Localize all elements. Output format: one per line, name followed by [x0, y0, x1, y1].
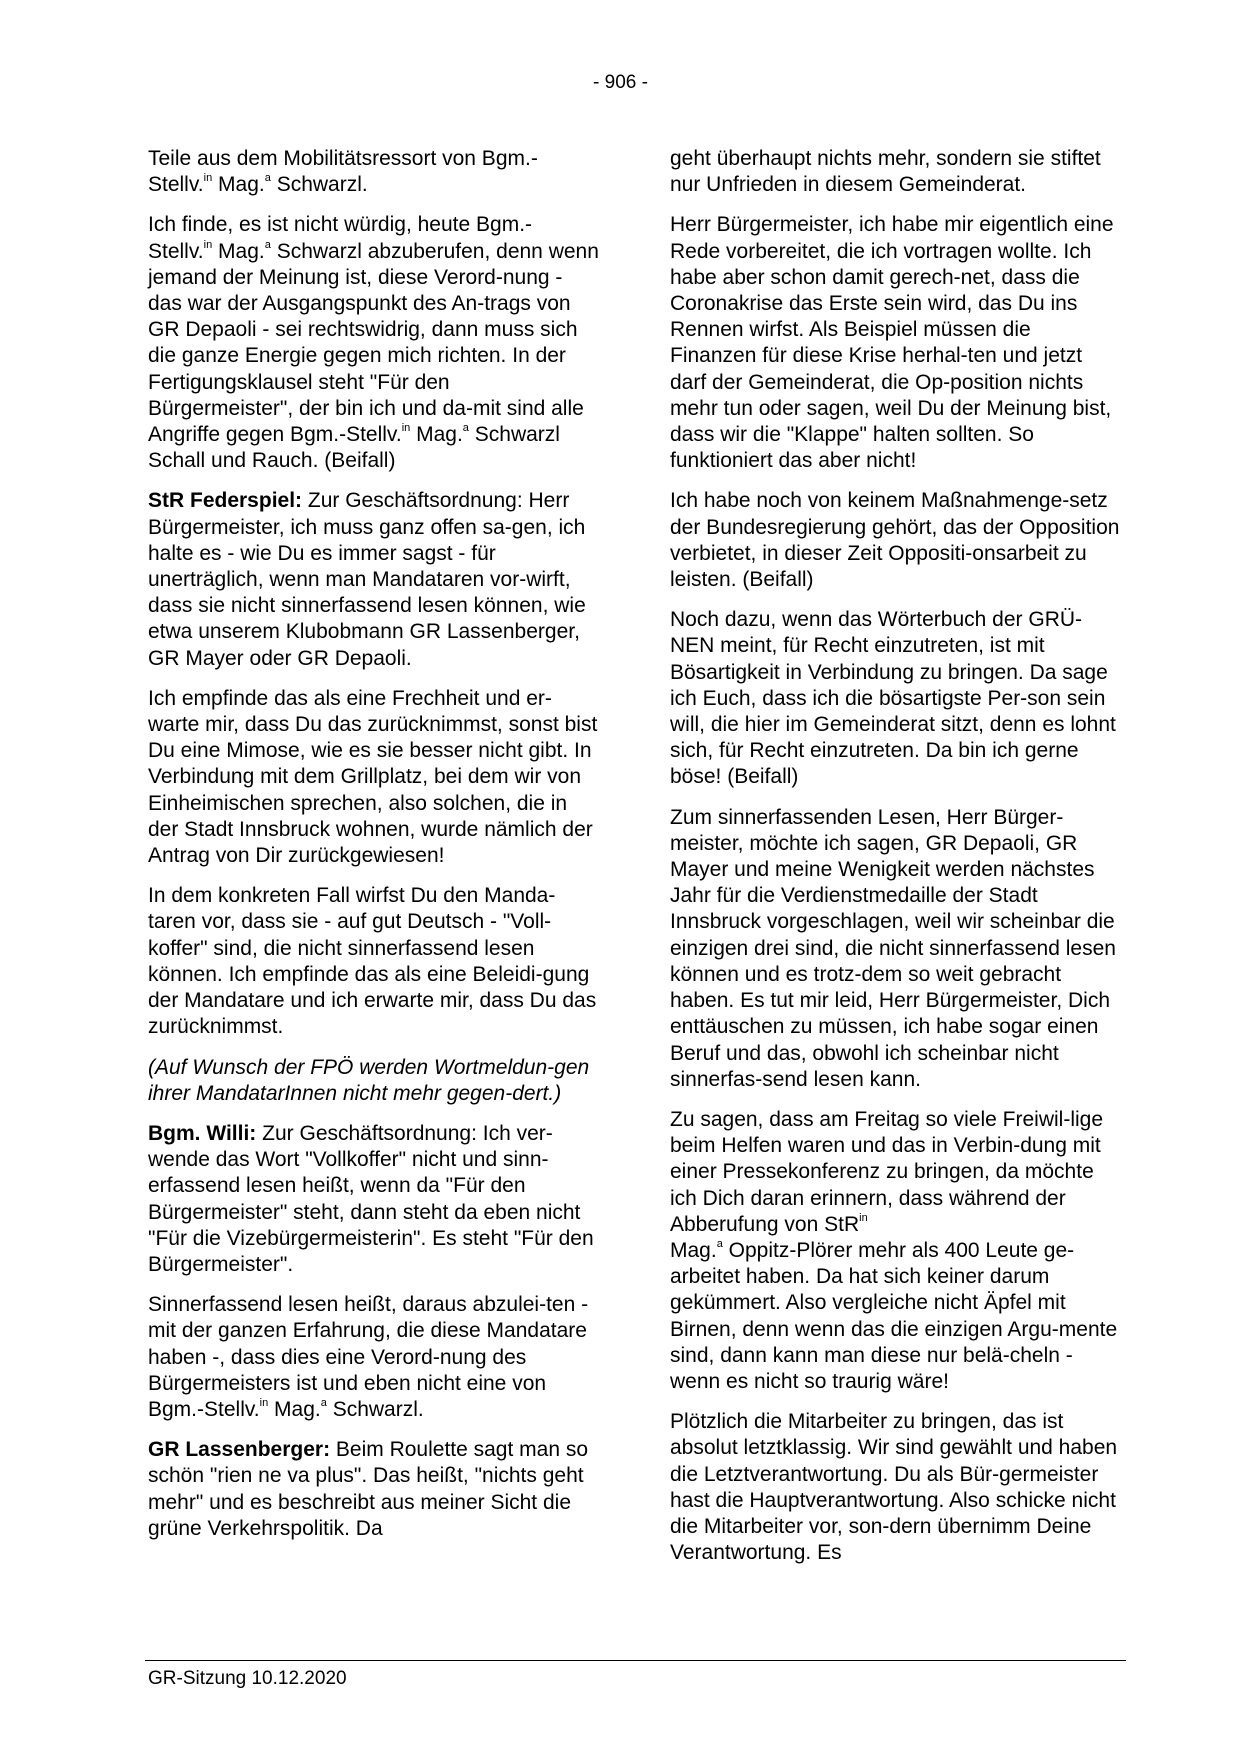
text-run: Sinnerfassend lesen heißt, daraus abzulei-ten - mit der ganzen Erfahrung, die diese Mandatare haben -, dass dies eine Verord-nung des Bürgermeisters ist und eben nicht eine von Bgm.-Stellv.: [148, 1293, 589, 1421]
paragraph: [148, 146, 600, 198]
paragraph: Plötzlich die Mitarbeiter zu bringen, das ist absolut letztklassig. Wir sind gewählt und haben die Letztverantwortung. Du als Bür-germeister hast die Hauptverantwortung. Also schicke nicht die Mitarbeiter vor, son-dern übernimm Deine Verantwortung. Es: [670, 1410, 1118, 1565]
text-run: Mag.: [410, 423, 463, 447]
footer-divider: [145, 1660, 1126, 1661]
paragraph: Herr Bürgermeister, ich habe mir eigentlich eine Rede vorbereitet, die ich vortragen wollte. Ich habe aber schon damit gerech-net, dass die Coronakrise das Erste sein wird, das Du ins Rennen wirfst. Als Beispiel müssen die Finanzen für diese Krise herhal-ten und jetzt darf der Gemeinderat, die Op-position nichts mehr tun oder sagen, weil Du der Meinung bist, dass wir die "Klappe" halten sollten. So funktioniert das aber nicht!: [670, 213, 1114, 473]
superscript: a: [716, 1237, 723, 1250]
text-run: Schwarzl.: [326, 1397, 424, 1421]
text-run: Mag.: [212, 173, 265, 197]
text-run: Zur Geschäftsordnung: Herr Bürgermeister, ich muss ganz offen sa-gen, ich halte es - wie Du es immer sagst - für unerträglich, wenn man Mandataren vor-wirft, dass sie nicht sinnerfassend lesen können, wie etwa unserem Klubobmann GR Lassenberger, GR Mayer oder GR Depaoli.: [148, 489, 586, 670]
speaker-name: StR Federspiel:: [148, 489, 303, 513]
superscript: a: [264, 172, 271, 185]
right-column: [670, 148, 1122, 1580]
text-run: Beim Roulette sagt man so schön "rien ne va plus". Das heißt, "nichts geht mehr" und es beschreibt aus meiner Sicht die grüne Verkehrspolitik. Da: [148, 1438, 589, 1540]
text-run: Zu sagen, dass am Freitag so viele Freiwil-lige beim Helfen waren und das in Verbin-dung mit einer Pressekonferenz zu bringen, da möchte ich Dich daran erinnern, dass während der Abberufung von StR: [670, 1107, 1104, 1236]
paragraph: [148, 488, 600, 671]
text-run: Oppitz-Plörer mehr als 400 Leute ge-arbeitet haben. Da hat sich keiner darum gekümmert. Also vergleiche nicht Äpfel mit Birnen, denn wenn das die einzigen Argu-mente sind, dann kann man diese nur belä-cheln - wenn es nicht so traurig wäre!: [670, 1238, 1118, 1393]
speaker-name: Bgm. Willi:: [148, 1121, 257, 1145]
paragraph: [148, 1437, 600, 1542]
speaker-name: GR Lassenberger:: [148, 1438, 331, 1462]
superscript: in: [203, 238, 213, 251]
paragraph: Zum sinnerfassenden Lesen, Herr Bürger-meister, möchte ich sagen, GR Depaoli, GR Mayer und meine Wenigkeit werden nächstes Jahr für die Verdienstmedaille der Stadt Innsbruck vorgeschlagen, weil wir scheinbar die einzigen drei sind, die nicht sinnerfassend lesen können und es trotz-dem so weit gebracht haben. Es tut mir leid, Herr Bürgermeister, Dich enttäuschen zu müssen, ich habe sogar einen Beruf und das, obwohl ich scheinbar nicht sinnerfas-send lesen kann.: [670, 805, 1116, 1091]
footer-session-date: GR-Sitzung 10.12.2020: [148, 1668, 347, 1689]
paragraph: Noch dazu, wenn das Wörterbuch der GRÜ-NEN meint, für Recht einzutreten, ist mit Bösartigkeit in Verbindung zu bringen. Da sage ich Euch, dass ich die bösartigste Per-son sein will, die hier im Gemeinderat sitzt, denn es lohnt sich, für Recht einzutreten. Da bin ich gerne böse! (Beifall): [670, 608, 1116, 789]
left-column: [148, 148, 600, 1556]
superscript: in: [203, 172, 213, 185]
paragraph: [148, 212, 600, 474]
paragraph: Ich empfinde das als eine Frechheit und er-warte mir, dass Du das zurücknimmst, sonst bist Du eine Mimose, wie es sie besser nicht gibt. In Verbindung mit dem Grillplatz, bei dem wir von Einheimischen sprechen, also solchen, die in der Stadt Innsbruck wohnen, wurde nämlich der Antrag von Dir zurückgewiesen!: [148, 686, 598, 868]
page-number: - 906 -: [593, 72, 648, 93]
text-run: Mag.: [670, 1238, 717, 1262]
superscript: in: [401, 422, 411, 435]
paragraph: [148, 1121, 600, 1278]
paragraph: geht überhaupt nichts mehr, sondern sie stiftet nur Unfrieden in diesem Gemeinderat.: [670, 147, 1101, 197]
text-run: Schwarzl Schall und Rauch. (Beifall): [148, 423, 560, 473]
text-run: Ich finde, es ist nicht würdig, heute Bgm.-: [148, 213, 533, 237]
text-run: Mag.: [268, 1397, 321, 1421]
text-run: Mag.: [212, 239, 265, 263]
text-run: Stellv.: [148, 239, 204, 263]
paragraph: [670, 1107, 1122, 1395]
superscript: in: [259, 1396, 269, 1409]
text-run: Teile aus dem Mobilitätsressort von Bgm.-: [148, 147, 538, 170]
text-run: Stellv.: [148, 173, 204, 197]
superscript: a: [264, 238, 271, 251]
text-run: Schwarzl abzuberufen, denn wenn jemand der Meinung ist, diese Verord-nung - das war der Ausgangspunkt des An-trags von GR Depaoli - sei rechtswidrig, dann muss sich die ganze Energie gegen mich richten. In der Fertigungsklausel steht "Für den Bürgermeister", der bin ich und da-mit sind alle Angriffe gegen Bgm.-Stellv.: [148, 239, 599, 447]
paragraph: [148, 1292, 600, 1423]
superscript: in: [859, 1211, 868, 1224]
superscript: a: [320, 1396, 327, 1409]
paragraph: Ich habe noch von keinem Maßnahmenge-setz der Bundesregierung gehört, das der Opposition verbietet, in dieser Zeit Oppositi-onsarbeit zu leisten. (Beifall): [670, 489, 1120, 592]
editorial-note: (Auf Wunsch der FPÖ werden Wortmeldun-gen ihrer MandatarInnen nicht mehr gegen-dert.): [148, 1055, 590, 1105]
text-run: Schwarzl.: [270, 173, 368, 197]
paragraph: In dem konkreten Fall wirfst Du den Manda-taren vor, dass sie - auf gut Deutsch - "Voll-koffer" sind, die nicht sinnerfassend lesen können. Ich empfinde das als eine Beleidi-gung der Mandatare und ich erwarte mir, dass Du das zurücknimmst.: [148, 884, 597, 1039]
text-run: Zur Geschäftsordnung: Ich ver-wende das Wort "Vollkoffer" nicht und sinn-erfassend lesen heißt, wenn da "Für den Bürgermeister" steht, dann steht da eben nicht "Für die Vizebürgermeisterin". Es steht "Für den Bürgermeister".: [148, 1121, 594, 1276]
superscript: a: [462, 422, 469, 435]
